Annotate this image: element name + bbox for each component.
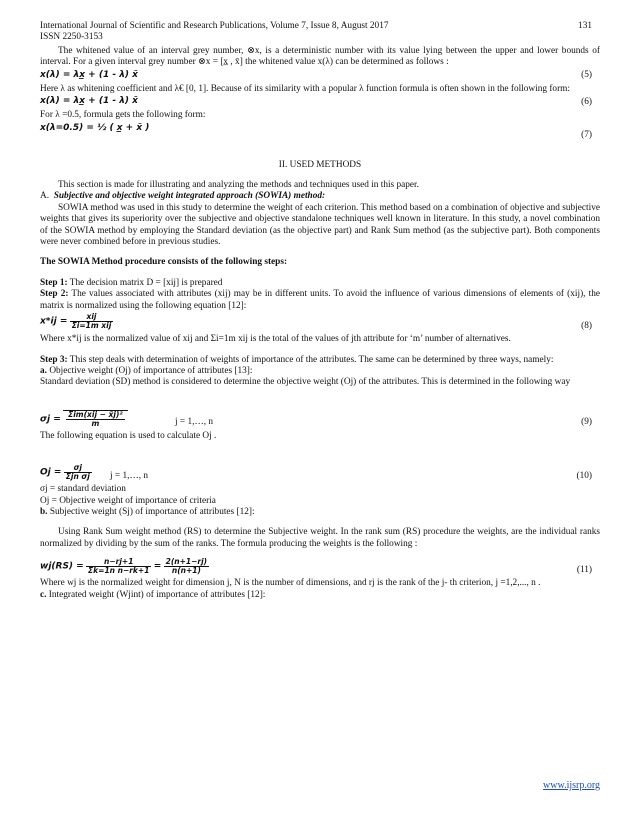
page-body xyxy=(40,46,600,601)
equation-6-number: (6) xyxy=(581,96,592,107)
page-number: 131 xyxy=(578,21,592,31)
equation-8-number: (8) xyxy=(581,320,592,331)
subsection-a-prefix: A. xyxy=(40,191,50,202)
equation-6 xyxy=(40,96,600,109)
item-a xyxy=(40,366,600,377)
where-equation-8: Where x*ij is the normalized value of xij and Σi=1m xij is the total of the values of jth attribute for ‘m’ number of alternatives. xyxy=(40,334,511,345)
subsection-a-heading xyxy=(40,191,600,202)
equation-10-numerator: σj xyxy=(64,464,92,473)
step-2 xyxy=(40,289,600,312)
equation-9 xyxy=(40,390,600,430)
paragraph-section-intro: This section is made for illustrating and analyzing the methods and techniques used in this paper. xyxy=(58,180,419,191)
equation-11-fraction-1-denominator: Σk=1n n−rk+1 xyxy=(88,566,150,576)
equation-9-numerator: Σim(xij − x̄j)² xyxy=(68,409,123,419)
procedure-title: The SOWIA Method procedure consists of the following steps: xyxy=(40,257,288,268)
equation-9-sqrt xyxy=(63,410,128,428)
equation-9-number: (9) xyxy=(581,417,592,428)
step-2-text: The values associated with attributes (xij) may be in different units. To avoid the influence of various dimensions of elements of (xij), the matrix is normalized using the following equation [12]: xyxy=(40,289,600,311)
equation-10-number: (10) xyxy=(576,470,592,481)
paragraph-calculate-oj: The following equation is used to calculate Oj . xyxy=(40,430,217,441)
step-3-label: Step 3: xyxy=(40,354,68,365)
journal-website-link[interactable]: www.ijsrp.org xyxy=(543,780,600,791)
item-b-label: b. xyxy=(40,506,48,517)
step-1-label: Step 1: xyxy=(40,277,68,288)
paragraph-sowia-description: SOWIA method was used in this study to determine the weight of each criterion. This method based on a combination of objective and subjective weights that gives its superiority over the subjective and objective standalone techniques well known in literature. In this study, a novel combination of the SOWIA method by employing the Standard deviation (as the objective part) and Rank Sum method (as the subjective part). Both components were never combined before in previous studies. xyxy=(40,202,600,248)
item-c xyxy=(40,590,600,601)
equation-10-range: j = 1,…, n xyxy=(110,470,149,481)
equation-11-fraction-2-denominator: n(n+1) xyxy=(171,566,201,576)
equation-7-number: (7) xyxy=(581,130,592,141)
equation-8 xyxy=(40,313,600,333)
paragraph-rank-sum: Using Rank Sum weight method (RS) to determine the Subjective weight. In the rank sum (RS) procedure the weights, are the individual ranks normalized by dividing by the sum of the ranks. The formula producing the weights is the following : xyxy=(40,527,600,549)
item-a-label: a. xyxy=(40,365,47,376)
step-1 xyxy=(40,278,600,289)
equation-11-fraction-1-numerator: n−rj+1 xyxy=(86,558,151,567)
equation-8-denominator: Σi=1m xij xyxy=(71,321,112,331)
paragraph-standard-deviation: Standard deviation (SD) method is considered to determine the objective weight (Oj) of the attributes. This is determined in the following way xyxy=(40,377,571,388)
equation-9-range: j = 1,…, n xyxy=(175,417,214,428)
item-c-label: c. xyxy=(40,589,47,600)
step-2-label: Step 2: xyxy=(40,289,69,300)
issn: ISSN 2250-3153 xyxy=(40,32,103,42)
equation-10-lhs: Oj = xyxy=(40,467,62,478)
step-1-text: The decision matrix D = [xij] is prepared xyxy=(69,277,223,288)
equation-6-formula: x(λ) = λx̲ + (1 - λ) x̄ xyxy=(40,96,138,107)
paragraph-lambda-half: For λ =0.5, formula gets the following form: xyxy=(40,110,206,121)
equation-5-number: (5) xyxy=(581,70,592,81)
section-title: II. USED METHODS xyxy=(278,159,362,170)
equation-11-lhs: wj(RS) = xyxy=(40,561,84,572)
equation-8-lhs: x*ij = xyxy=(40,316,68,327)
definition-objective-weight: Oj = Objective weight of importance of criteria xyxy=(40,495,216,506)
equation-11-fraction-2 xyxy=(164,558,209,575)
equation-5 xyxy=(40,70,600,83)
equation-8-numerator: xij xyxy=(70,313,114,322)
subsection-a-title: Subjective and objective weight integrated approach (SOWIA) method: xyxy=(53,191,326,202)
item-c-text: Integrated weight (Wjint) of importance of attributes [12]: xyxy=(48,589,266,600)
equation-10-denominator: Σjn σj xyxy=(65,472,90,482)
equation-8-fraction xyxy=(70,313,114,330)
definition-sigma: σj = standard deviation xyxy=(40,484,126,495)
equation-5-formula: x(λ) = λx̲ + (1 - λ) x̄ xyxy=(40,69,138,80)
equation-7-formula: x(λ=0.5) = ½ ( x̲ + x̄ ) xyxy=(40,122,150,133)
equation-11 xyxy=(40,551,600,577)
equation-9-denominator: m xyxy=(91,418,100,428)
step-3-text: This step deals with determination of weights of importance of the attributes. The same can be determined by three ways, namely: xyxy=(69,354,554,365)
equation-10 xyxy=(40,443,600,483)
paragraph-whitened-value: The whitened value of an interval grey number, ⊗x, is a deterministic number with its value lying between the upper and lower bounds of interval. For a given interval grey number ⊗x = [x̲ , x̄] the whitened value x(λ) can be determined as follows : xyxy=(40,46,600,68)
equation-11-equals: = xyxy=(153,561,162,572)
page-header xyxy=(40,21,600,43)
item-b xyxy=(40,507,600,518)
paragraph-whitening-coefficient: Here λ as whitening coefficient and λ€ [0, 1]. Because of its similarity with a popular λ function formula is often shown in the following form: xyxy=(40,83,570,94)
step-3 xyxy=(40,355,600,366)
where-equation-11: Where wj is the normalized weight for dimension j, N is the number of dimensions, and rj is the rank of the j- th criterion, j =1,2,..., n . xyxy=(40,578,541,589)
equation-11-fraction-2-numerator: 2(n+1−rj) xyxy=(165,557,208,567)
item-a-text: Objective weight (Oj) of importance of attributes [13]: xyxy=(49,365,253,376)
equation-7 xyxy=(40,123,600,143)
equation-10-fraction xyxy=(64,464,92,481)
equation-9-lhs: σj = xyxy=(40,414,61,425)
equation-11-fraction-1 xyxy=(86,558,151,575)
equation-11-number: (11) xyxy=(576,564,592,575)
item-b-text: Subjective weight (Sj) of importance of attributes [12]: xyxy=(49,506,255,517)
journal-citation: International Journal of Scientific and Research Publications, Volume 7, Issue 8, August 2017 xyxy=(40,21,389,31)
